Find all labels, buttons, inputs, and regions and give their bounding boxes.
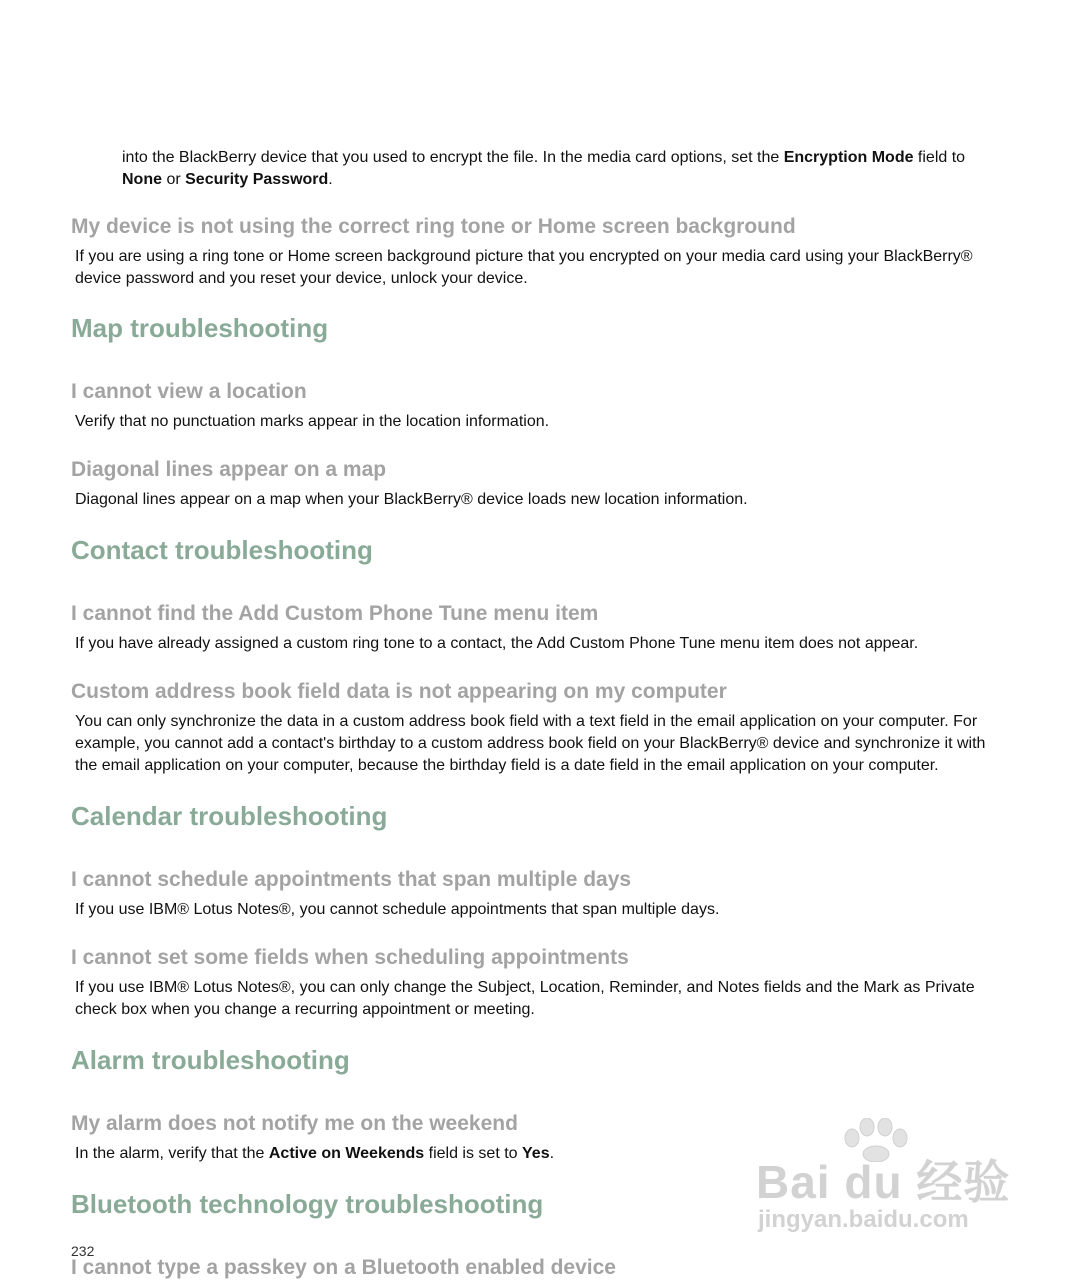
contact-section-title: Contact troubleshooting — [71, 535, 373, 565]
contact-item-body: If you have already assigned a custom ring tone to a contact, the Add Custom Phone Tune menu item does not appear. — [75, 635, 919, 652]
ringtone-body: If you are using a ring tone or Home screen background picture that you encrypted on your media card using your BlackBerry® device password and you reset your device, unlock your device. — [75, 248, 973, 287]
page-number: 232 — [71, 1243, 95, 1259]
map-section-title: Map troubleshooting — [71, 313, 329, 343]
calendar-item-body: If you use IBM® Lotus Notes®, you cannot schedule appointments that span multiple days. — [75, 901, 720, 918]
alarm-item-body: In the alarm, verify that the Active on Weekends field is set to Yes. — [75, 1145, 555, 1162]
baidu-watermark-url: jingyan.baidu.com — [758, 1206, 969, 1233]
calendar-item-heading: I cannot schedule appointments that span multiple days — [71, 868, 632, 891]
intro-paragraph: into the BlackBerry device that you used to encrypt the file. In the media card options, set the Encryption Mode field to None or Security Password. — [122, 149, 966, 188]
baidu-logo-text: Bai du 经验 — [756, 1156, 1011, 1208]
bluetooth-item-heading: I cannot type a passkey on a Bluetooth enabled device — [71, 1256, 616, 1279]
map-item-body: Verify that no punctuation marks appear in the location information. — [75, 413, 550, 430]
baidu-watermark — [752, 1118, 1012, 1238]
contact-item-body: You can only synchronize the data in a custom address book field with a text field in the email application on your computer. For example, you cannot add a contact's birthday to a custom address book field on your BlackBerry® device and synchronize it with the email application on your computer, because the birthday field is a date field in the email application on your computer. — [75, 713, 986, 774]
calendar-item-heading: I cannot set some fields when scheduling appointments — [71, 946, 629, 969]
map-item-heading: Diagonal lines appear on a map — [71, 458, 387, 481]
map-item-body: Diagonal lines appear on a map when your BlackBerry® device loads new location information. — [75, 491, 748, 508]
calendar-section-title: Calendar troubleshooting — [71, 801, 388, 831]
contact-item-heading: Custom address book field data is not appearing on my computer — [71, 680, 727, 703]
bluetooth-section-title: Bluetooth technology troubleshooting — [71, 1189, 544, 1219]
alarm-item-heading: My alarm does not notify me on the weekend — [71, 1112, 518, 1135]
alarm-section-title: Alarm troubleshooting — [71, 1045, 350, 1075]
ringtone-heading: My device is not using the correct ring tone or Home screen background — [71, 215, 796, 238]
contact-item-heading: I cannot find the Add Custom Phone Tune menu item — [71, 602, 599, 625]
map-item-heading: I cannot view a location — [71, 380, 307, 403]
calendar-item-body: If you use IBM® Lotus Notes®, you can only change the Subject, Location, Reminder, and Notes fields and the Mark as Private check box when you change a recurring appointment or meeting. — [75, 979, 975, 1018]
